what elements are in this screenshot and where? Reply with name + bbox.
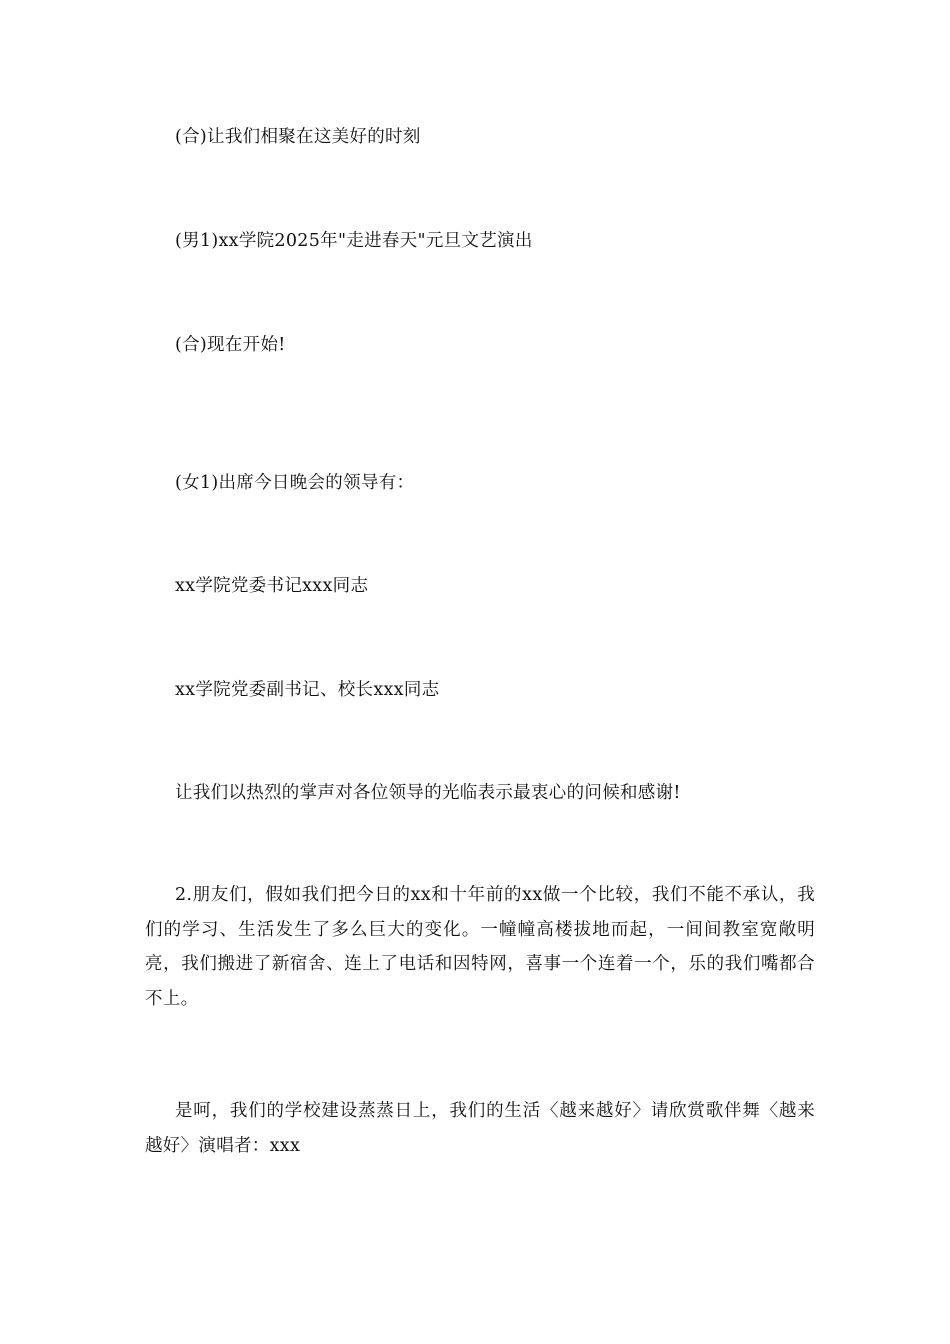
paragraph-song-dance-intro: 是呵，我们的学校建设蒸蒸日上，我们的生活〈越来越好〉请欣赏歌伴舞〈越来越好〉演唱者：xxx [145, 1101, 815, 1156]
text-line-deputy-secretary: xx学院党委副书记、校长xxx同志 [175, 680, 440, 700]
text-line-together-gathering: (合)让我们相聚在这美好的时刻 [175, 127, 421, 147]
text-line-start: (合)现在开始! [175, 335, 286, 355]
text-line-event-title: (男1)xx学院2025年"走进春天"元旦文艺演出 [175, 231, 533, 251]
paragraph-friends-comparison: 2.朋友们，假如我们把今日的xx和十年前的xx做一个比较，我们不能不承认，我们的学习、生活发生了多么巨大的变化。一幢幢高楼拔地而起，一间间教室宽敞明亮，我们搬进了新宿舍、连上了电话和因特网，喜事一个连着一个，乐的我们嘴都合不上。 [145, 885, 815, 1009]
text-line-party-secretary: xx学院党委书记xxx同志 [175, 576, 369, 596]
text-line-leaders-intro: (女1)出席今日晚会的领导有： [175, 473, 415, 493]
text-line-applause: 让我们以热烈的掌声对各位领导的光临表示最衷心的问候和感谢! [175, 783, 681, 803]
